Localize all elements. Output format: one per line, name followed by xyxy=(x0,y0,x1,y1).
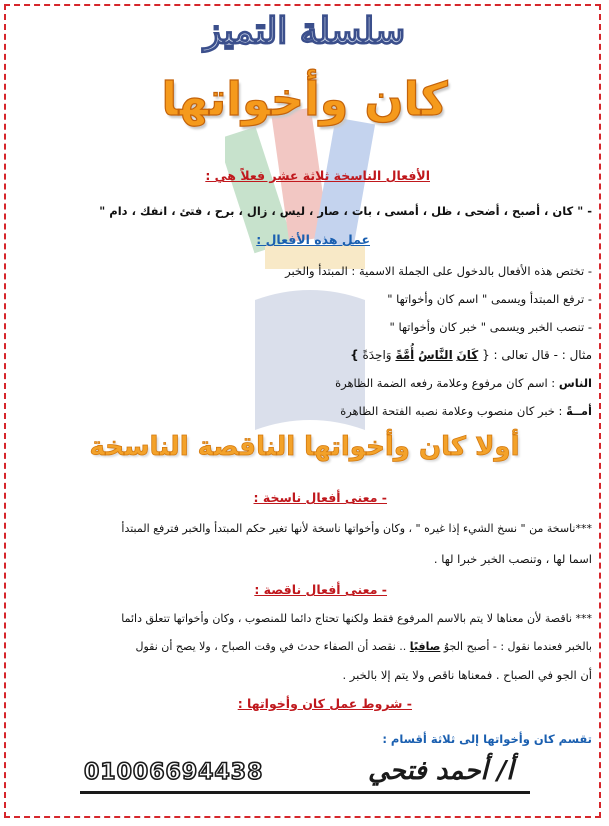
naskh-line-1: ***ناسخة من " نسخ الشيء إذا غيره " ، وكان وأخواتها ناسخة لأنها تغير حكم المبتدأ والخبر فترفع المبتدأ xyxy=(121,522,592,535)
work-heading: عمل هذه الأفعال : xyxy=(256,232,370,247)
verbs-list: - " كان ، أصبح ، أضحى ، ظل ، أمسى ، بات ، صار ، ليس ، زال ، برح ، فتئ ، انفك ، دام " xyxy=(99,204,592,218)
verbs-heading: الأفعال الناسخة ثلاثة عشر فعلاً هي : xyxy=(205,168,430,183)
parse-annas-text: : اسم كان مرفوع وعلامة رفعه الضمة الظاهرة xyxy=(335,376,556,390)
naskh-line-2: اسما لها ، وتنصب الخبر خبرا لها . xyxy=(433,552,592,566)
example-word-wahida: وَاحِدَةً xyxy=(362,348,392,362)
example-word-umma: أُمَّةً xyxy=(395,348,415,362)
naqis-line-2-word: صافيًا xyxy=(409,640,441,653)
meaning-naskh-heading: - معنى أفعال ناسخة : xyxy=(253,490,387,505)
footer-rule xyxy=(80,791,530,794)
example-line xyxy=(350,348,592,362)
conditions-heading: - شروط عمل كان وأخواتها : xyxy=(237,696,412,711)
rule-1: - تختص هذه الأفعال بالدخول على الجملة الاسمية : المبتدأ والخبر xyxy=(285,264,592,278)
parse-annas-label: الناس xyxy=(558,376,592,390)
example-suffix: } xyxy=(350,348,359,362)
parse-umma-text: : خبر كان منصوب وعلامة نصبه الفتحة الظاهرة xyxy=(340,404,563,418)
rule-3: - تنصب الخبر ويسمى " خبر كان وأخواتها " xyxy=(389,320,592,334)
naqis-line-2 xyxy=(136,640,593,653)
rule-2: - ترفع المبتدأ ويسمى " اسم كان وأخواتها " xyxy=(387,292,592,306)
section-title-naqisa: أولا كان وأخواتها الناقصة الناسخة xyxy=(89,432,520,462)
naqis-line-2-b: .. نقصد أن الصفاء حدث في وقت الصباح ، ولا يصح أن نقول xyxy=(135,640,407,653)
footer-phone: 01006694438 xyxy=(84,760,264,785)
main-title: كان وأخواتها xyxy=(161,72,448,126)
example-word-kana: كَانَ xyxy=(456,348,479,362)
footer-teacher-name: أ/ أحمد فتحي xyxy=(368,756,514,786)
naqis-line-1: *** ناقصة لأن معناها لا يتم بالاسم المرفوع فقط ولكنها تحتاج دائما للمنصوب ، وكان وأخواتها تتعلق دائما xyxy=(121,612,592,625)
example-word-annas: النَّاسُ xyxy=(418,348,453,362)
example-prefix: مثال : - قال تعالى : { xyxy=(482,348,592,362)
meaning-naqis-heading: - معنى أفعال ناقصة : xyxy=(254,582,387,597)
parse-umma-label: أمــةً xyxy=(566,404,592,418)
series-title: سلسلة التميز xyxy=(203,10,406,52)
book-watermark xyxy=(225,70,395,450)
division-line: تقسم كان وأخواتها إلى ثلاثة أقسام : xyxy=(382,732,592,746)
parse-umma xyxy=(340,404,592,418)
parse-annas xyxy=(335,376,592,390)
naqis-line-3: أن الجو في الصباح . فمعناها ناقص ولا يتم إلا بالخبر . xyxy=(342,668,592,682)
naqis-line-2-a: بالخبر فعندما نقول : - أصبح الجوُ xyxy=(443,640,592,653)
